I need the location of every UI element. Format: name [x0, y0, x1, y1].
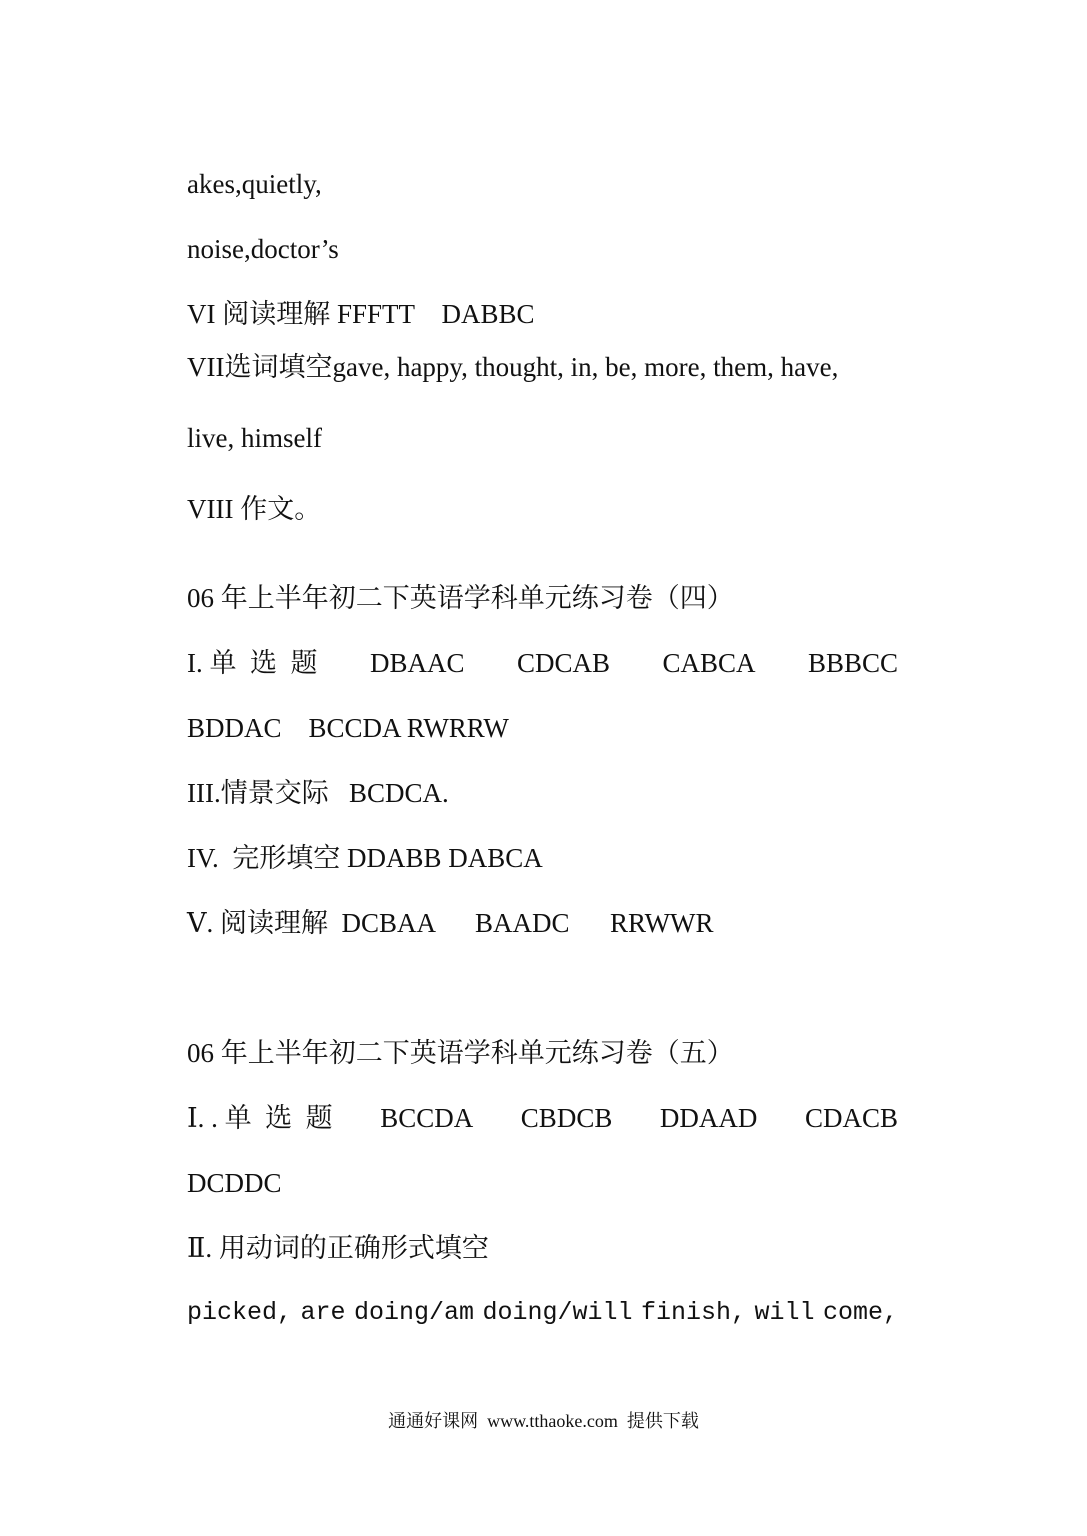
answer-group: DBAAC	[369, 648, 465, 678]
answer-line: live, himself	[187, 423, 322, 453]
section-iv-cloze: IV. 完形填空 DDABB DABCA	[187, 843, 543, 873]
section-vii-word-fill: VII选词填空gave, happy, thought, in, be, more, them, have,	[187, 352, 839, 382]
answer-word: doing/will	[482, 1298, 633, 1327]
answer-word: doing/am	[353, 1298, 475, 1327]
answer-word: picked,	[187, 1298, 293, 1327]
section-iii-situational: III.情景交际 BCDCA.	[187, 778, 449, 808]
answer-group: BCCDA	[380, 1103, 474, 1133]
answer-group: CDACB	[804, 1103, 898, 1133]
section-v-reading: Ⅴ. 阅读理解 DCBAA BAADC RRWWR	[187, 908, 714, 938]
answer-word: finish,	[640, 1298, 747, 1327]
section-i-single-choice	[187, 1102, 898, 1134]
answer-group: CDCAB	[516, 648, 610, 678]
answer-word: come,	[822, 1298, 898, 1327]
section-i-single-choice	[187, 647, 898, 679]
verb-answers-line	[187, 1297, 898, 1329]
answer-line: BDDAC BCCDA RWRRW	[187, 713, 509, 743]
unit-five-heading: 06 年上半年初二下英语学科单元练习卷（五）	[187, 1038, 734, 1068]
section-label: Ⅰ. . 单 选 题	[187, 1103, 333, 1133]
answer-group: CABCA	[662, 648, 756, 678]
unit-four-heading: 06 年上半年初二下英语学科单元练习卷（四）	[187, 583, 734, 613]
answer-word: will	[754, 1298, 815, 1327]
answer-line: noise,doctor’s	[187, 234, 339, 264]
answer-word: are	[300, 1298, 346, 1327]
page-footer: 通通好课网 www.tthaoke.com 提供下载	[388, 1411, 699, 1431]
answer-group: CBDCB	[520, 1103, 613, 1133]
answer-line: DCDDC	[187, 1168, 282, 1198]
answer-line: akes,quietly,	[187, 169, 322, 199]
answer-group: BBBCC	[807, 648, 898, 678]
section-vi-reading: VI 阅读理解 FFFTT DABBC	[187, 299, 535, 329]
section-viii-composition: VIII 作文。	[187, 494, 322, 524]
section-label: I. 单 选 题	[187, 648, 318, 678]
answer-group: DDAAD	[659, 1103, 758, 1133]
section-ii-verb-forms: Ⅱ. 用动词的正确形式填空	[187, 1233, 489, 1263]
